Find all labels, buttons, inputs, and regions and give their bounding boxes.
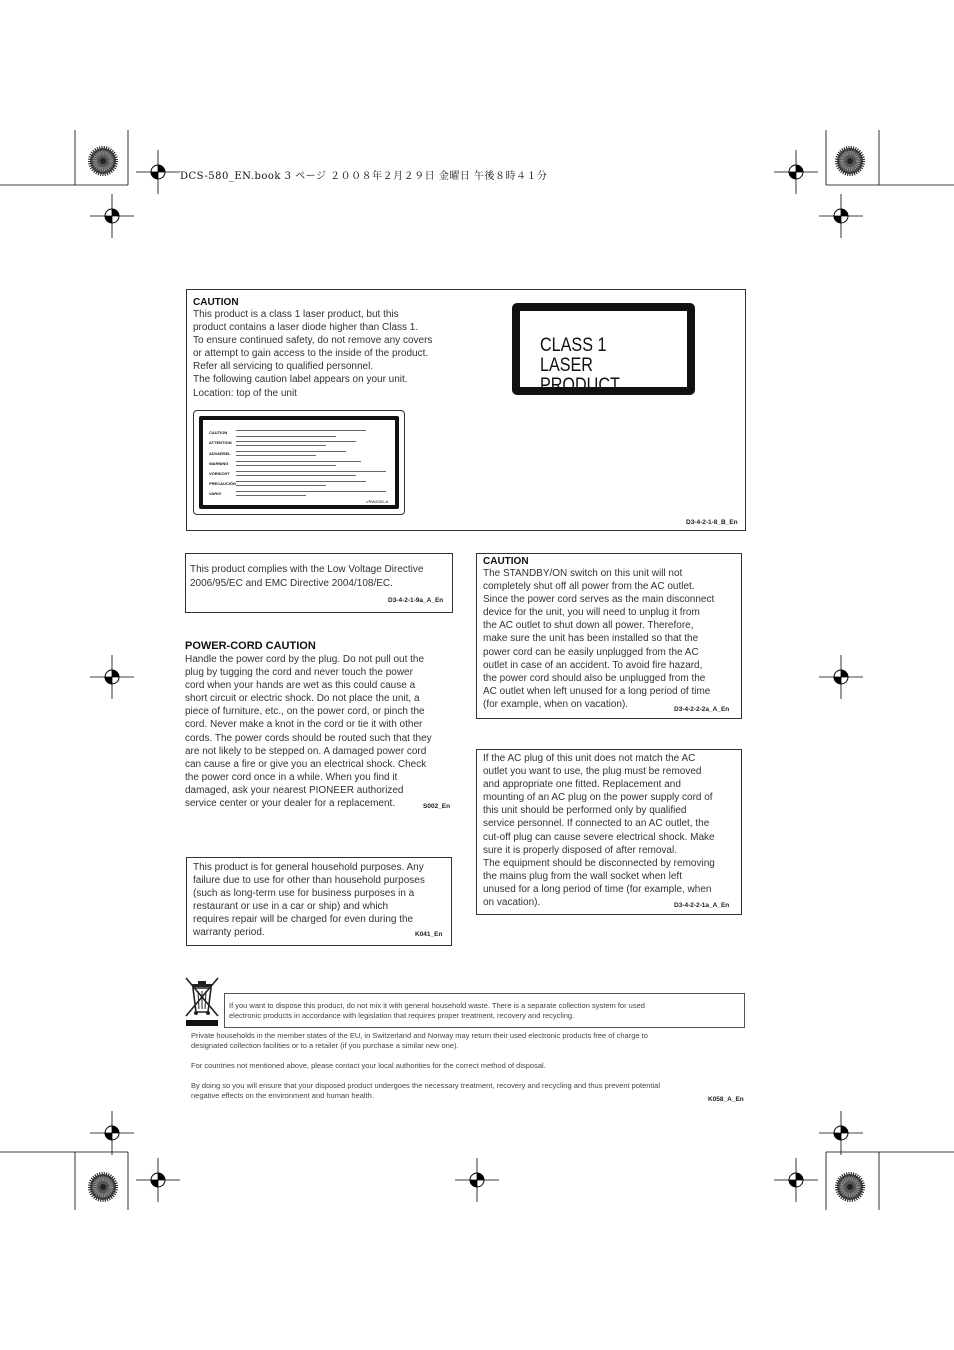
line: If you want to dispose this product, do not mix it with general household waste. There is a separate collection system for used bbox=[229, 1001, 645, 1010]
label-row: CAUTION bbox=[209, 430, 228, 435]
line: unused for a long period of time (for example, when bbox=[483, 883, 712, 895]
line: the AC outlet to shut down all power. Therefore, bbox=[483, 620, 694, 632]
line: service personnel. If connected to an AC outlet, the bbox=[483, 818, 710, 830]
power-cord-section bbox=[185, 640, 455, 810]
line: (such as long-term use for business purposes in a bbox=[193, 888, 415, 900]
line: electronic products in accordance with legislation that requires proper treatment, recovery and recycling. bbox=[229, 1011, 575, 1020]
line: outlet you want to use, the plug must be removed bbox=[483, 766, 702, 778]
label-row: VARO! bbox=[209, 491, 222, 496]
line: piece of furniture, etc., on the power cord, or pinch the bbox=[185, 706, 425, 718]
line: on vacation). bbox=[483, 897, 541, 909]
label-code: VRW2051-A bbox=[366, 499, 389, 504]
ac-plug-code: D3-4-2-2-1a_A_En bbox=[674, 902, 730, 909]
line: Since the power cord serves as the main disconnect bbox=[483, 594, 715, 606]
household-code: K041_En bbox=[415, 931, 443, 938]
line: cord. Never make a knot in the cord or tie it with other bbox=[185, 719, 423, 731]
crossed-bin-icon bbox=[184, 976, 220, 1028]
power-cord-heading: POWER-CORD CAUTION bbox=[185, 640, 316, 652]
line: Private households in the member states of the EU, in Switzerland and Norway may return their used electronic products free of charge to bbox=[191, 1031, 648, 1040]
ac-plug-text bbox=[483, 752, 741, 909]
label-row: ATTENTION bbox=[209, 440, 232, 445]
line: restaurant or use in a car or ship) and which bbox=[193, 901, 389, 913]
line: plug by tugging the cord and never touch the power bbox=[185, 667, 413, 679]
line: damaged, ask your nearest PIONEER authorized bbox=[185, 784, 404, 796]
line: By doing so you will ensure that your disposed product undergoes the necessary treatment, recovery and recycling and thus prevent potential bbox=[191, 1081, 661, 1090]
line: the power cord once in a while. When you find it bbox=[185, 771, 398, 783]
line: designated collection facilities or to a retailer (if you purchase a similar new one). bbox=[191, 1041, 459, 1050]
line: The equipment should be disconnected by removing bbox=[483, 857, 715, 869]
line: mounting of an AC plug on the power supply cord of bbox=[483, 792, 713, 804]
line: the power cord should also be unplugged from the bbox=[483, 672, 706, 684]
line: service center or your dealer for a replacement. bbox=[185, 798, 396, 810]
disposal-paragraph-3 bbox=[191, 1081, 751, 1101]
line: or attempt to gain access to the inside of the product. bbox=[193, 348, 429, 360]
standby-caution-lines bbox=[483, 567, 741, 711]
disposal-paragraph-1 bbox=[191, 1031, 751, 1051]
line: This product is a class 1 laser product, but this bbox=[193, 309, 399, 320]
line: failure due to use for other than household purposes bbox=[193, 875, 425, 887]
line: 2006/95/EC and EMC Directive 2004/108/EC. bbox=[190, 578, 393, 589]
line: Handle the power cord by the plug. Do not pull out the bbox=[185, 654, 425, 665]
line: AC outlet when left unused for a long period of time bbox=[483, 685, 711, 697]
line: short circuit or electric shock. Do not place the unit, a bbox=[185, 693, 420, 705]
line: this unit should be performed only by qualified bbox=[483, 805, 687, 817]
line: The STANDBY/ON switch on this unit will not bbox=[483, 568, 683, 579]
lvd-text bbox=[190, 563, 452, 591]
laser-box-code: D3-4-2-1-8_B_En bbox=[686, 519, 738, 526]
standby-code: D3-4-2-2-2a_A_En bbox=[674, 706, 730, 713]
laser-caution-lines bbox=[193, 308, 463, 400]
laser-caution-heading: CAUTION bbox=[193, 297, 239, 308]
line: warranty period. bbox=[193, 927, 265, 939]
line: Location: top of the unit bbox=[193, 387, 297, 399]
label-row: PRECAUCIÓN bbox=[209, 481, 236, 486]
line: sure it is properly disposed of after removal. bbox=[483, 844, 677, 856]
line: negative effects on the environment and human health. bbox=[191, 1091, 374, 1100]
line: make sure the unit has been installed so that the bbox=[483, 633, 699, 645]
power-cord-text bbox=[185, 653, 455, 810]
line: If the AC plug of this unit does not match the AC bbox=[483, 753, 696, 764]
line: Refer all servicing to qualified personnel. bbox=[193, 361, 374, 373]
class1-laser-label bbox=[512, 303, 695, 395]
line: are not likely to be stepped on. A damaged power cord bbox=[185, 745, 427, 757]
household-text bbox=[193, 861, 451, 940]
disposal-paragraph-2 bbox=[191, 1061, 751, 1071]
caution-label-image bbox=[193, 410, 405, 515]
line: outlet in case of an accident. To avoid fire hazard, bbox=[483, 659, 703, 671]
line: To ensure continued safety, do not remove any covers bbox=[193, 335, 433, 347]
lvd-code: D3-4-2-1-9a_A_En bbox=[388, 597, 444, 604]
line: cords. The power cords should be routed such that they bbox=[185, 732, 432, 744]
disposal-box-text bbox=[229, 1001, 744, 1021]
line: can cause a fire or give you an electrical shock. Check bbox=[185, 758, 427, 770]
line: (for example, when on vacation). bbox=[483, 698, 629, 710]
standby-caution-text bbox=[483, 556, 741, 711]
line: cord when your hands are wet as this could cause a bbox=[185, 680, 416, 692]
power-cord-code: S002_En bbox=[423, 803, 451, 810]
line: This product complies with the Low Voltage Directive bbox=[190, 564, 424, 575]
line: power cord can be easily unplugged from the AC bbox=[483, 646, 699, 658]
line: completely shut off all power from the AC outlet. bbox=[483, 581, 695, 593]
label-row: ADVARSEL bbox=[209, 451, 231, 456]
line: product contains a laser diode higher than Class 1. bbox=[193, 322, 419, 334]
line: cut-off plug can cause severe electrical shock. Make bbox=[483, 831, 715, 843]
class1-laser-label-text: CLASS 1 LASER PRODUCT bbox=[540, 335, 620, 396]
line: This product is for general household purposes. Any bbox=[193, 862, 424, 873]
line: the mains plug from the wall socket when left bbox=[483, 870, 682, 882]
laser-caution-text bbox=[193, 297, 463, 400]
disposal-code: K058_A_En bbox=[708, 1096, 744, 1103]
line: The following caution label appears on your unit. bbox=[193, 374, 408, 386]
line: device for the unit, you will need to unplug it from bbox=[483, 607, 700, 619]
line: requires repair will be charged for even during the bbox=[193, 914, 414, 926]
standby-caution-heading: CAUTION bbox=[483, 556, 529, 567]
book-header: DCS-580_EN.book 3 ページ ２００８年２月２９日 金曜日 午後８時４１分 bbox=[180, 171, 548, 182]
label-row: VORSICHT bbox=[209, 471, 230, 476]
line: For countries not mentioned above, please contact your local authorities for the correct method of disposal. bbox=[191, 1061, 546, 1070]
label-row: WARNING bbox=[209, 461, 229, 466]
line: and appropriate one fitted. Replacement and bbox=[483, 779, 681, 791]
